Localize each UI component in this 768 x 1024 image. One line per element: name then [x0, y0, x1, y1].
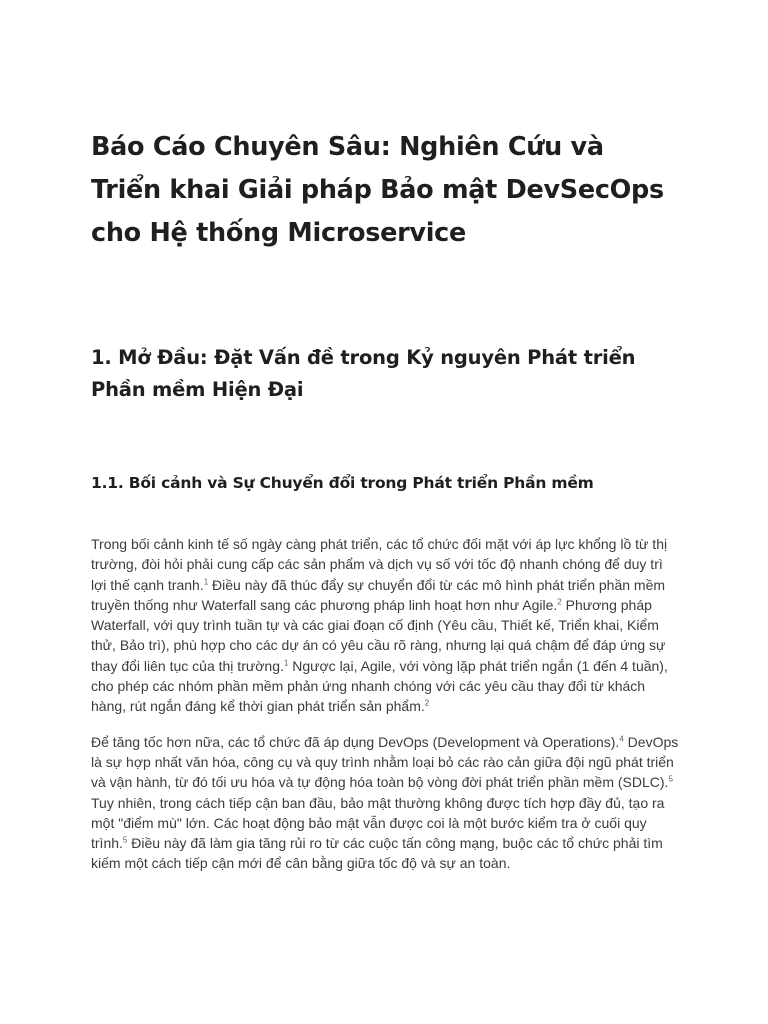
footnote-reference[interactable]: 4 — [619, 734, 624, 744]
sentence: Phương pháp Waterfall, với quy trình tuần tự và các giai đoạn cố định (Yêu cầu, Thiết kế, Triển khai, Kiểm thử, Bảo trì), phù hợp cho các dự án có yêu cầu rõ ràng, nhưng lại quá chậm để đáp ứng sự thay đổi liên tục của thị trường. — [91, 596, 666, 674]
document-title: Báo Cáo Chuyên Sâu: Nghiên Cứu và Triển khai Giải pháp Bảo mật DevSecOps cho Hệ thống Microservice — [91, 132, 664, 248]
footnote-reference[interactable]: 2 — [424, 698, 430, 708]
sentence: Ngược lại, Agile, với vòng lặp phát triển ngắn (1 đến 4 tuần), cho phép các nhóm phần mềm phản ứng nhanh chóng với các yêu cầu thay đổi từ khách hàng, rút ngắn đáng kể thời gian phát triển sản phẩm. — [91, 657, 668, 715]
footnote-reference[interactable]: 5 — [668, 774, 673, 784]
body-paragraph-1 — [91, 534, 681, 717]
footnote-reference[interactable]: 5 — [122, 835, 128, 845]
document-content — [91, 126, 681, 874]
footnote-reference[interactable]: 1 — [283, 658, 289, 668]
sentence: Để tăng tốc hơn nữa, các tổ chức đã áp dụng DevOps (Development và Operations). — [91, 733, 620, 750]
sentence: Điều này đã làm gia tăng rủi ro từ các cuộc tấn công mạng, buộc các tổ chức phải tìm kiếm một cách tiếp cận mới để cân bằng giữa tốc độ và sự an toàn. — [91, 835, 663, 872]
sentence: Trong bối cảnh kinh tế số ngày càng phát triển, các tổ chức đối mặt với áp lực khổng lồ từ thị trường, đòi hỏi phải cung cấp các sản phẩm và dịch vụ số với tốc độ nhanh chóng để duy trì lợi thế cạnh tranh. — [91, 536, 668, 593]
footnote-reference[interactable]: 1 — [203, 576, 209, 586]
sentence: Tuy nhiên, trong cách tiếp cận ban đầu, bảo mật thường không được tích hợp đầy đủ, tạo ra một "điểm mù" lớn. Các hoạt động bảo mật vẫn được coi là một bước kiểm tra ở cuối quy trình. — [91, 794, 665, 852]
body-paragraph-2 — [91, 732, 681, 874]
footnote-reference[interactable]: 2 — [557, 597, 562, 607]
sentence: DevOps là sự hợp nhất văn hóa, công cụ và quy trình nhằm loại bỏ các rào cản giữa đội ngũ phát triển và vận hành, từ đó tối ưu hóa và tự động hóa toàn bộ vòng đời phát triển phần mềm (SDLC). — [91, 733, 679, 791]
subsection-heading-1-1: 1.1. Bối cảnh và Sự Chuyển đổi trong Phát triển Phần mềm — [91, 474, 594, 492]
section-heading-1: 1. Mở Đầu: Đặt Vấn đề trong Kỷ nguyên Phát triển Phần mềm Hiện Đại — [91, 346, 636, 401]
sentence: Điều này đã thúc đẩy sự chuyển đổi từ các mô hình phát triển phần mềm truyền thống như Waterfall sang các phương pháp linh hoạt hơn như Agile. — [91, 576, 666, 613]
